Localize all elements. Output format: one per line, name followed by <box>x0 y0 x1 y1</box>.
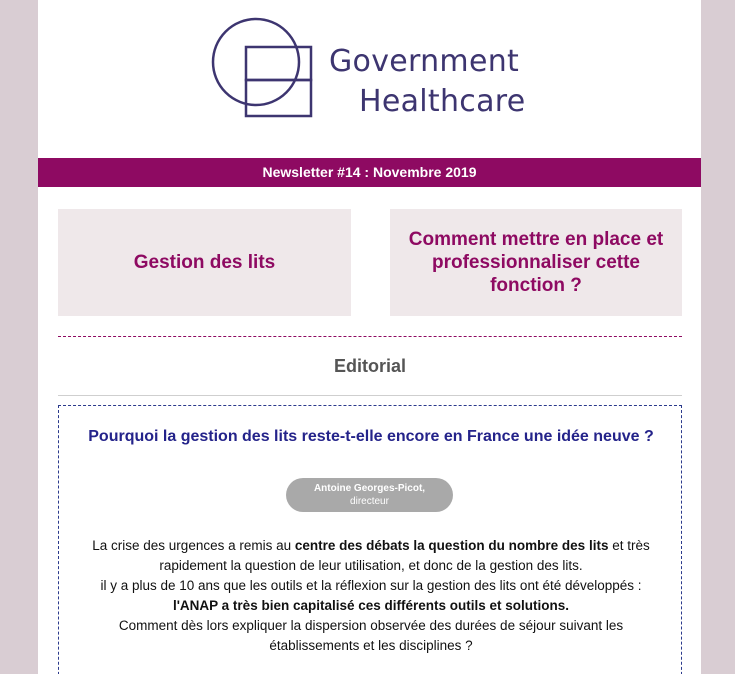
author-role: directeur <box>350 496 389 507</box>
newsletter-date: : Novembre 2019 <box>360 164 477 180</box>
card-label: Gestion des lits <box>133 252 276 273</box>
p2-text-b: l'ANAP a très bien capitalisé ces différents outils et solutions. <box>172 598 570 613</box>
section-title: Editorial <box>333 356 406 376</box>
logo-text-line1: Government <box>329 44 520 79</box>
card-gestion-des-lits[interactable] <box>58 209 351 316</box>
government-healthcare-logo[interactable] <box>204 12 544 122</box>
logo-text-line2: Healthcare <box>359 84 526 119</box>
author-badge <box>286 478 453 512</box>
article-title[interactable]: Pourquoi la gestion des lits reste-t-elle encore en France une idée neuve ? <box>88 428 654 445</box>
p1-text-c: et très rapidement la question de leur utilisation, et donc de la gestion des lits. <box>159 538 650 573</box>
newsletter-page <box>38 0 701 674</box>
editorial-article <box>58 405 682 674</box>
section-divider <box>58 395 682 396</box>
p1-text-a: La crise des urgences a remis au <box>92 538 295 553</box>
logo-mark-icon <box>204 12 324 122</box>
card-label: Comment mettre en place et professionnaliser cette fonction ? <box>408 229 664 296</box>
p1-text-b: centre des débats la question du nombre des lits <box>294 538 609 553</box>
paragraph-1 <box>77 536 665 576</box>
paragraph-2 <box>77 576 665 616</box>
newsletter-banner <box>38 158 701 187</box>
dashed-divider <box>58 336 682 337</box>
paragraph-3: Comment dès lors expliquer la dispersion observée des durées de séjour suivant les établissements et les disciplines ? <box>118 618 624 653</box>
newsletter-number: Newsletter #14 <box>262 164 361 180</box>
p2-text-a: il y a plus de 10 ans que les outils et la réflexion sur la gestion des lits ont été développés : <box>100 578 642 593</box>
author-name: Antoine Georges-Picot, <box>313 483 426 494</box>
article-body <box>77 536 665 656</box>
card-comment-mettre-en-place[interactable] <box>390 209 682 316</box>
